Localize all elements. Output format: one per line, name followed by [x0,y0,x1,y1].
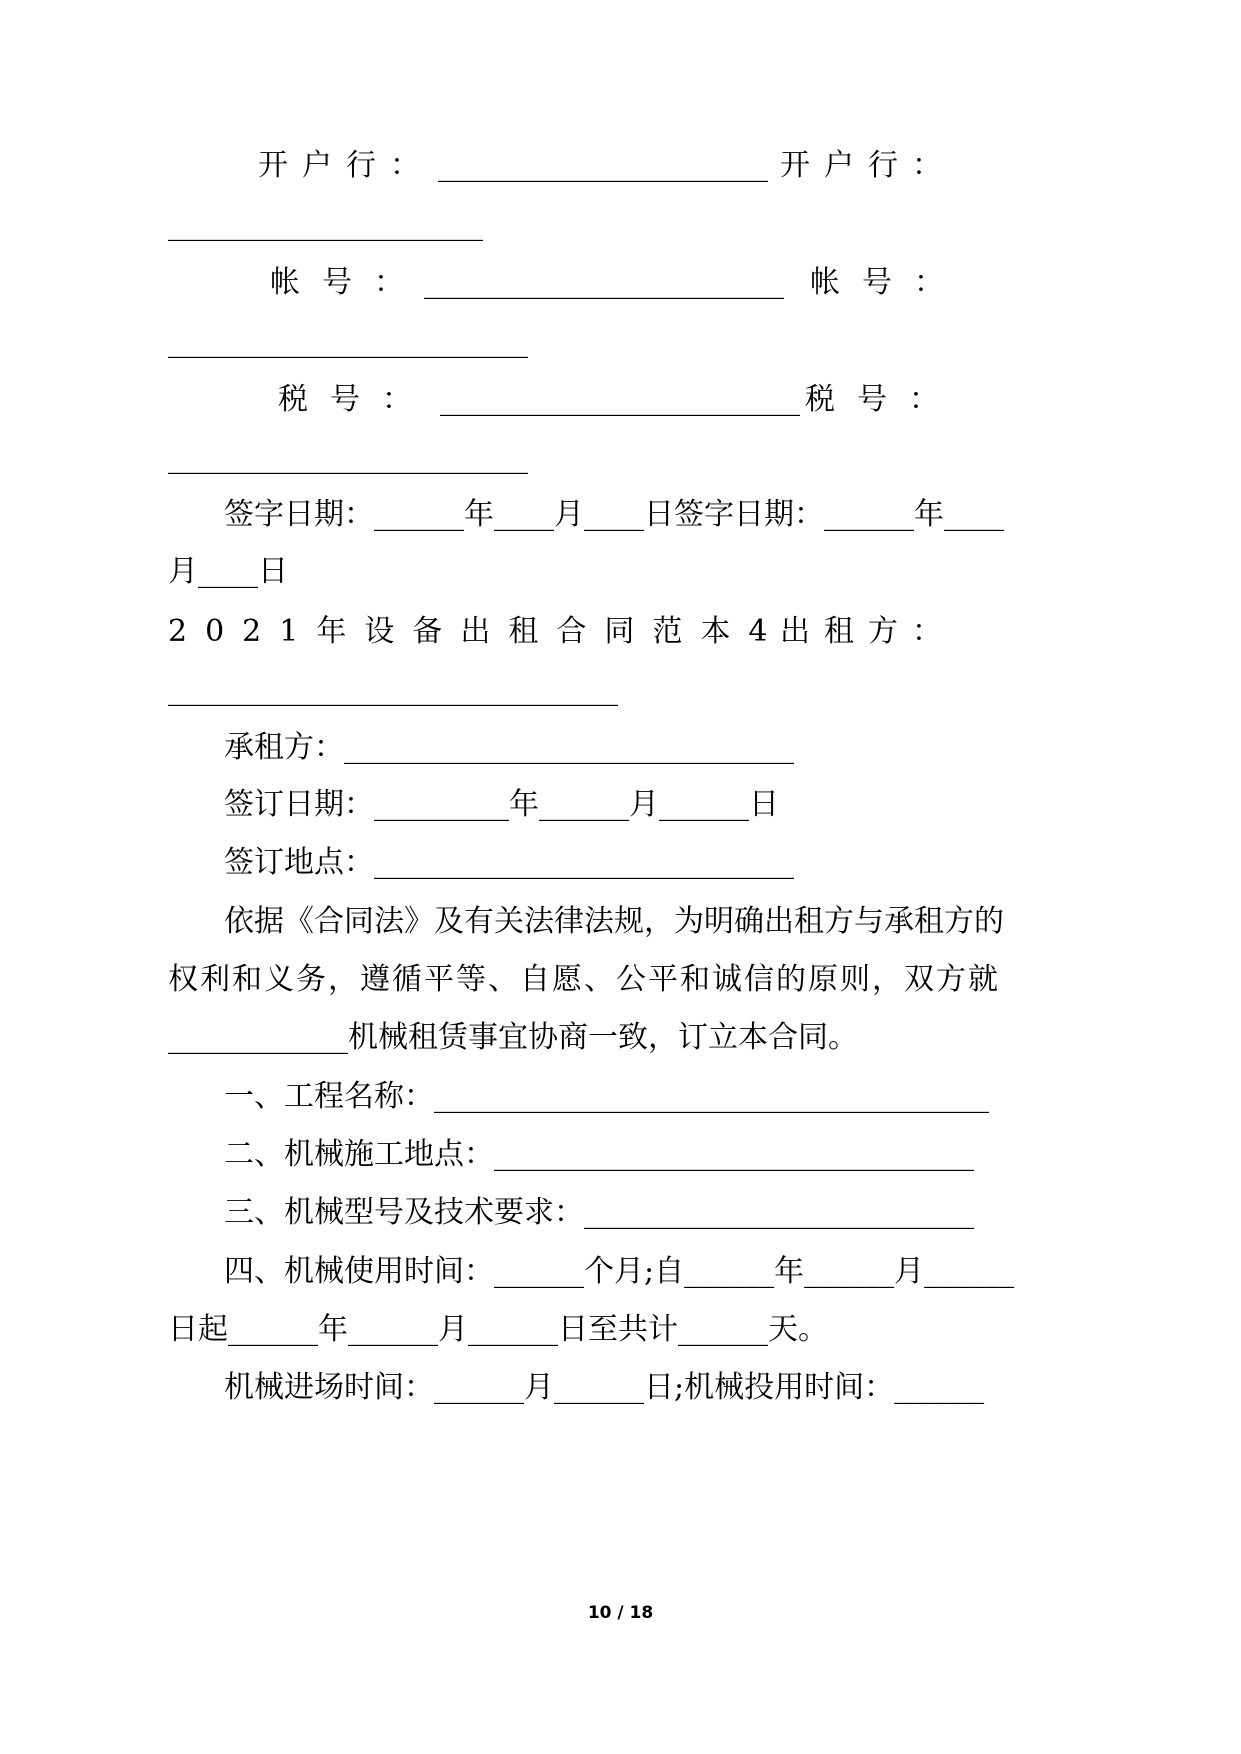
bank-right-label: 开户行： [780,148,956,183]
intro-paragraph-line-1: 依据《合同法》及有关法律法规，为明确出租方与承租方的 [224,904,1004,939]
bank-left-label: 开户行： [258,148,434,183]
item-usage-time-line-1: 四、机械使用时间：______个月;自______年______月______ [224,1254,1015,1289]
item-project-name: 一、工程名称：_____________________________________ [224,1079,989,1114]
sign-date-field: 签订日期：_________年______月______日 [224,787,779,822]
bank-continuation: _____________________ [168,207,483,242]
account-right-label: 帐号： [810,265,966,300]
tax-left-blank: ________________________ [440,382,800,417]
contract-title: 2021年设备出租合同范本4 [168,614,786,649]
account-left-label: 帐号： [270,265,426,300]
tax-right-label: 税号： [805,382,961,417]
bank-left-blank: ______________________ [438,148,768,183]
item-construction-site: 二、机械施工地点：________________________________ [224,1137,974,1172]
tax-left-label: 税号： [278,382,434,417]
item-usage-time-line-2: 日起______年______月______日至共计______天。 [168,1312,828,1347]
lessee-line: 承租方：______________________________ [224,730,794,765]
sign-place-field: 签订地点：____________________________ [224,845,794,880]
lessor-label: 出租方： [780,614,956,649]
intro-paragraph-line-3: ____________机械租赁事宜协商一致，订立本合同。 [168,1020,858,1055]
sign-date-line-1: 签字日期：______年____月____日签字日期：______年____ [224,497,1004,532]
intro-paragraph-line-2: 权利和义务，遵循平等、自愿、公平和诚信的原则，双方就 [168,962,1000,997]
machine-entry-time: 机械进场时间：______月______日;机械投用时间：______ [224,1370,985,1405]
sign-date-line-2: 月____日 [168,554,288,589]
account-left-blank: ________________________ [424,265,784,300]
item-machine-model: 三、机械型号及技术要求：__________________________ [224,1195,974,1230]
tax-continuation: ________________________ [168,440,528,475]
lessor-continuation: ______________________________ [168,672,618,707]
page-indicator: 10 / 18 [587,1603,654,1623]
account-continuation: ________________________ [168,324,528,359]
